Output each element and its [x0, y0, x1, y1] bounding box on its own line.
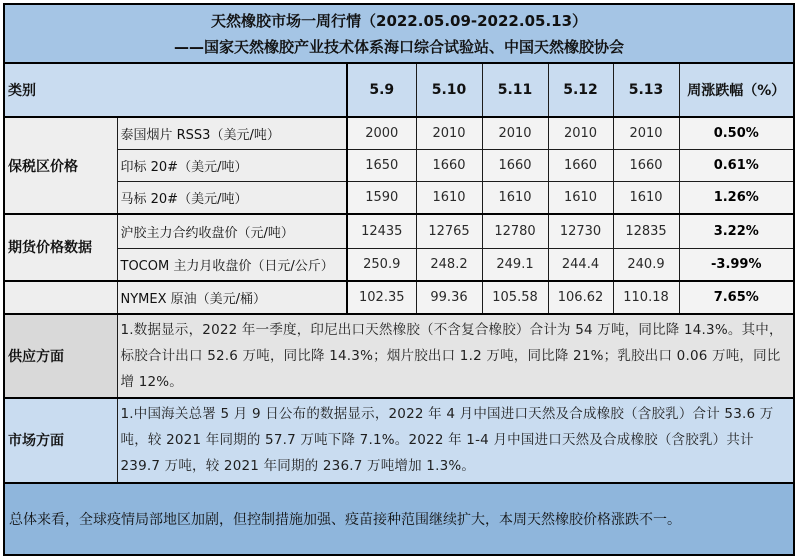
value-cell: 12835	[613, 214, 679, 248]
table-row-nymex	[4, 281, 794, 314]
change-cell: 7.65%	[679, 281, 794, 314]
report-subtitle: ——国家天然橡胶产业技术体系海口综合试验站、中国天然橡胶协会	[174, 37, 625, 56]
value-cell: 1650	[347, 150, 416, 182]
col-header-date-2: 5.10	[416, 63, 482, 117]
header-row	[4, 63, 794, 117]
value-cell: 102.35	[347, 281, 416, 314]
section-row-supply	[4, 314, 794, 398]
section-label-market: 市场方面	[4, 398, 117, 483]
group-cell-empty	[4, 281, 117, 314]
summary-row	[4, 483, 794, 555]
group-cell-futures: 期货价格数据	[4, 214, 117, 281]
col-header-date-1: 5.9	[347, 63, 416, 117]
section-label-supply: 供应方面	[4, 314, 117, 398]
value-cell: 2010	[482, 117, 548, 150]
title-row	[4, 4, 794, 63]
value-cell: 110.18	[613, 281, 679, 314]
value-cell: 12435	[347, 214, 416, 248]
weekly-rubber-report	[3, 3, 795, 556]
table-row-rss3	[4, 117, 794, 150]
report-table	[3, 3, 795, 556]
change-cell: 0.61%	[679, 150, 794, 182]
table-row-sir20	[4, 150, 794, 182]
value-cell: 106.62	[548, 281, 613, 314]
value-cell: 99.36	[416, 281, 482, 314]
change-cell: -3.99%	[679, 248, 794, 281]
value-cell: 248.2	[416, 248, 482, 281]
value-cell: 1660	[416, 150, 482, 182]
section-text-market: 1.中国海关总署 5 月 9 日公布的数据显示，2022 年 4 月中国进口天然及合成橡胶（含胶乳）合计 53.6 万吨，较 2021 年同期的 57.7 万吨下降 7.1%。2022 年 1-4 月中国进口天然及合成橡胶（含胶乳）共计 239.7 万吨，较 2021 年同期的 236.7 万吨增加 1.3%。	[117, 398, 794, 483]
value-cell: 1610	[482, 182, 548, 215]
value-cell: 250.9	[347, 248, 416, 281]
section-text-supply: 1.数据显示，2022 年一季度，印尼出口天然橡胶（不含复合橡胶）合计为 54 万吨，同比降 14.3%。其中，标胶合计出口 52.6 万吨，同比降 14.3%；烟片胶出口 1.2 万吨，同比降 21%；乳胶出口 0.06 万吨，同比增 12%。	[117, 314, 794, 398]
col-header-category: 类别	[4, 63, 347, 117]
group-cell-bonded-zone: 保税区价格	[4, 117, 117, 214]
value-cell: 12765	[416, 214, 482, 248]
summary-text: 总体来看，全球疫情局部地区加剧，但控制措施加强、疫苗接种范围继续扩大，本周天然橡胶价格涨跌不一。	[4, 483, 794, 555]
row-label: 泰国烟片 RSS3（美元/吨）	[117, 117, 347, 150]
report-title: 天然橡胶市场一周行情（2022.05.09-2022.05.13）	[211, 11, 588, 30]
table-row-shfe	[4, 214, 794, 248]
row-label: NYMEX 原油（美元/桶）	[117, 281, 347, 314]
value-cell: 2010	[548, 117, 613, 150]
value-cell: 2010	[416, 117, 482, 150]
value-cell: 1660	[613, 150, 679, 182]
value-cell: 2000	[347, 117, 416, 150]
col-header-date-5: 5.13	[613, 63, 679, 117]
row-label: 马标 20#（美元/吨）	[117, 182, 347, 215]
col-header-date-4: 5.12	[548, 63, 613, 117]
section-row-market	[4, 398, 794, 483]
col-header-date-3: 5.11	[482, 63, 548, 117]
col-header-change: 周涨跌幅（%）	[679, 63, 794, 117]
value-cell: 1610	[416, 182, 482, 215]
title-cell	[4, 4, 794, 63]
row-label: 沪胶主力合约收盘价（元/吨）	[117, 214, 347, 248]
value-cell: 1610	[613, 182, 679, 215]
row-label: 印标 20#（美元/吨）	[117, 150, 347, 182]
value-cell: 1660	[482, 150, 548, 182]
value-cell: 249.1	[482, 248, 548, 281]
value-cell: 2010	[613, 117, 679, 150]
value-cell: 1610	[548, 182, 613, 215]
value-cell: 12780	[482, 214, 548, 248]
table-row-smr20	[4, 182, 794, 215]
value-cell: 1660	[548, 150, 613, 182]
value-cell: 105.58	[482, 281, 548, 314]
table-row-tocom	[4, 248, 794, 281]
change-cell: 1.26%	[679, 182, 794, 215]
change-cell: 0.50%	[679, 117, 794, 150]
row-label: TOCOM 主力月收盘价（日元/公斤）	[117, 248, 347, 281]
value-cell: 12730	[548, 214, 613, 248]
value-cell: 240.9	[613, 248, 679, 281]
value-cell: 244.4	[548, 248, 613, 281]
value-cell: 1590	[347, 182, 416, 215]
change-cell: 3.22%	[679, 214, 794, 248]
